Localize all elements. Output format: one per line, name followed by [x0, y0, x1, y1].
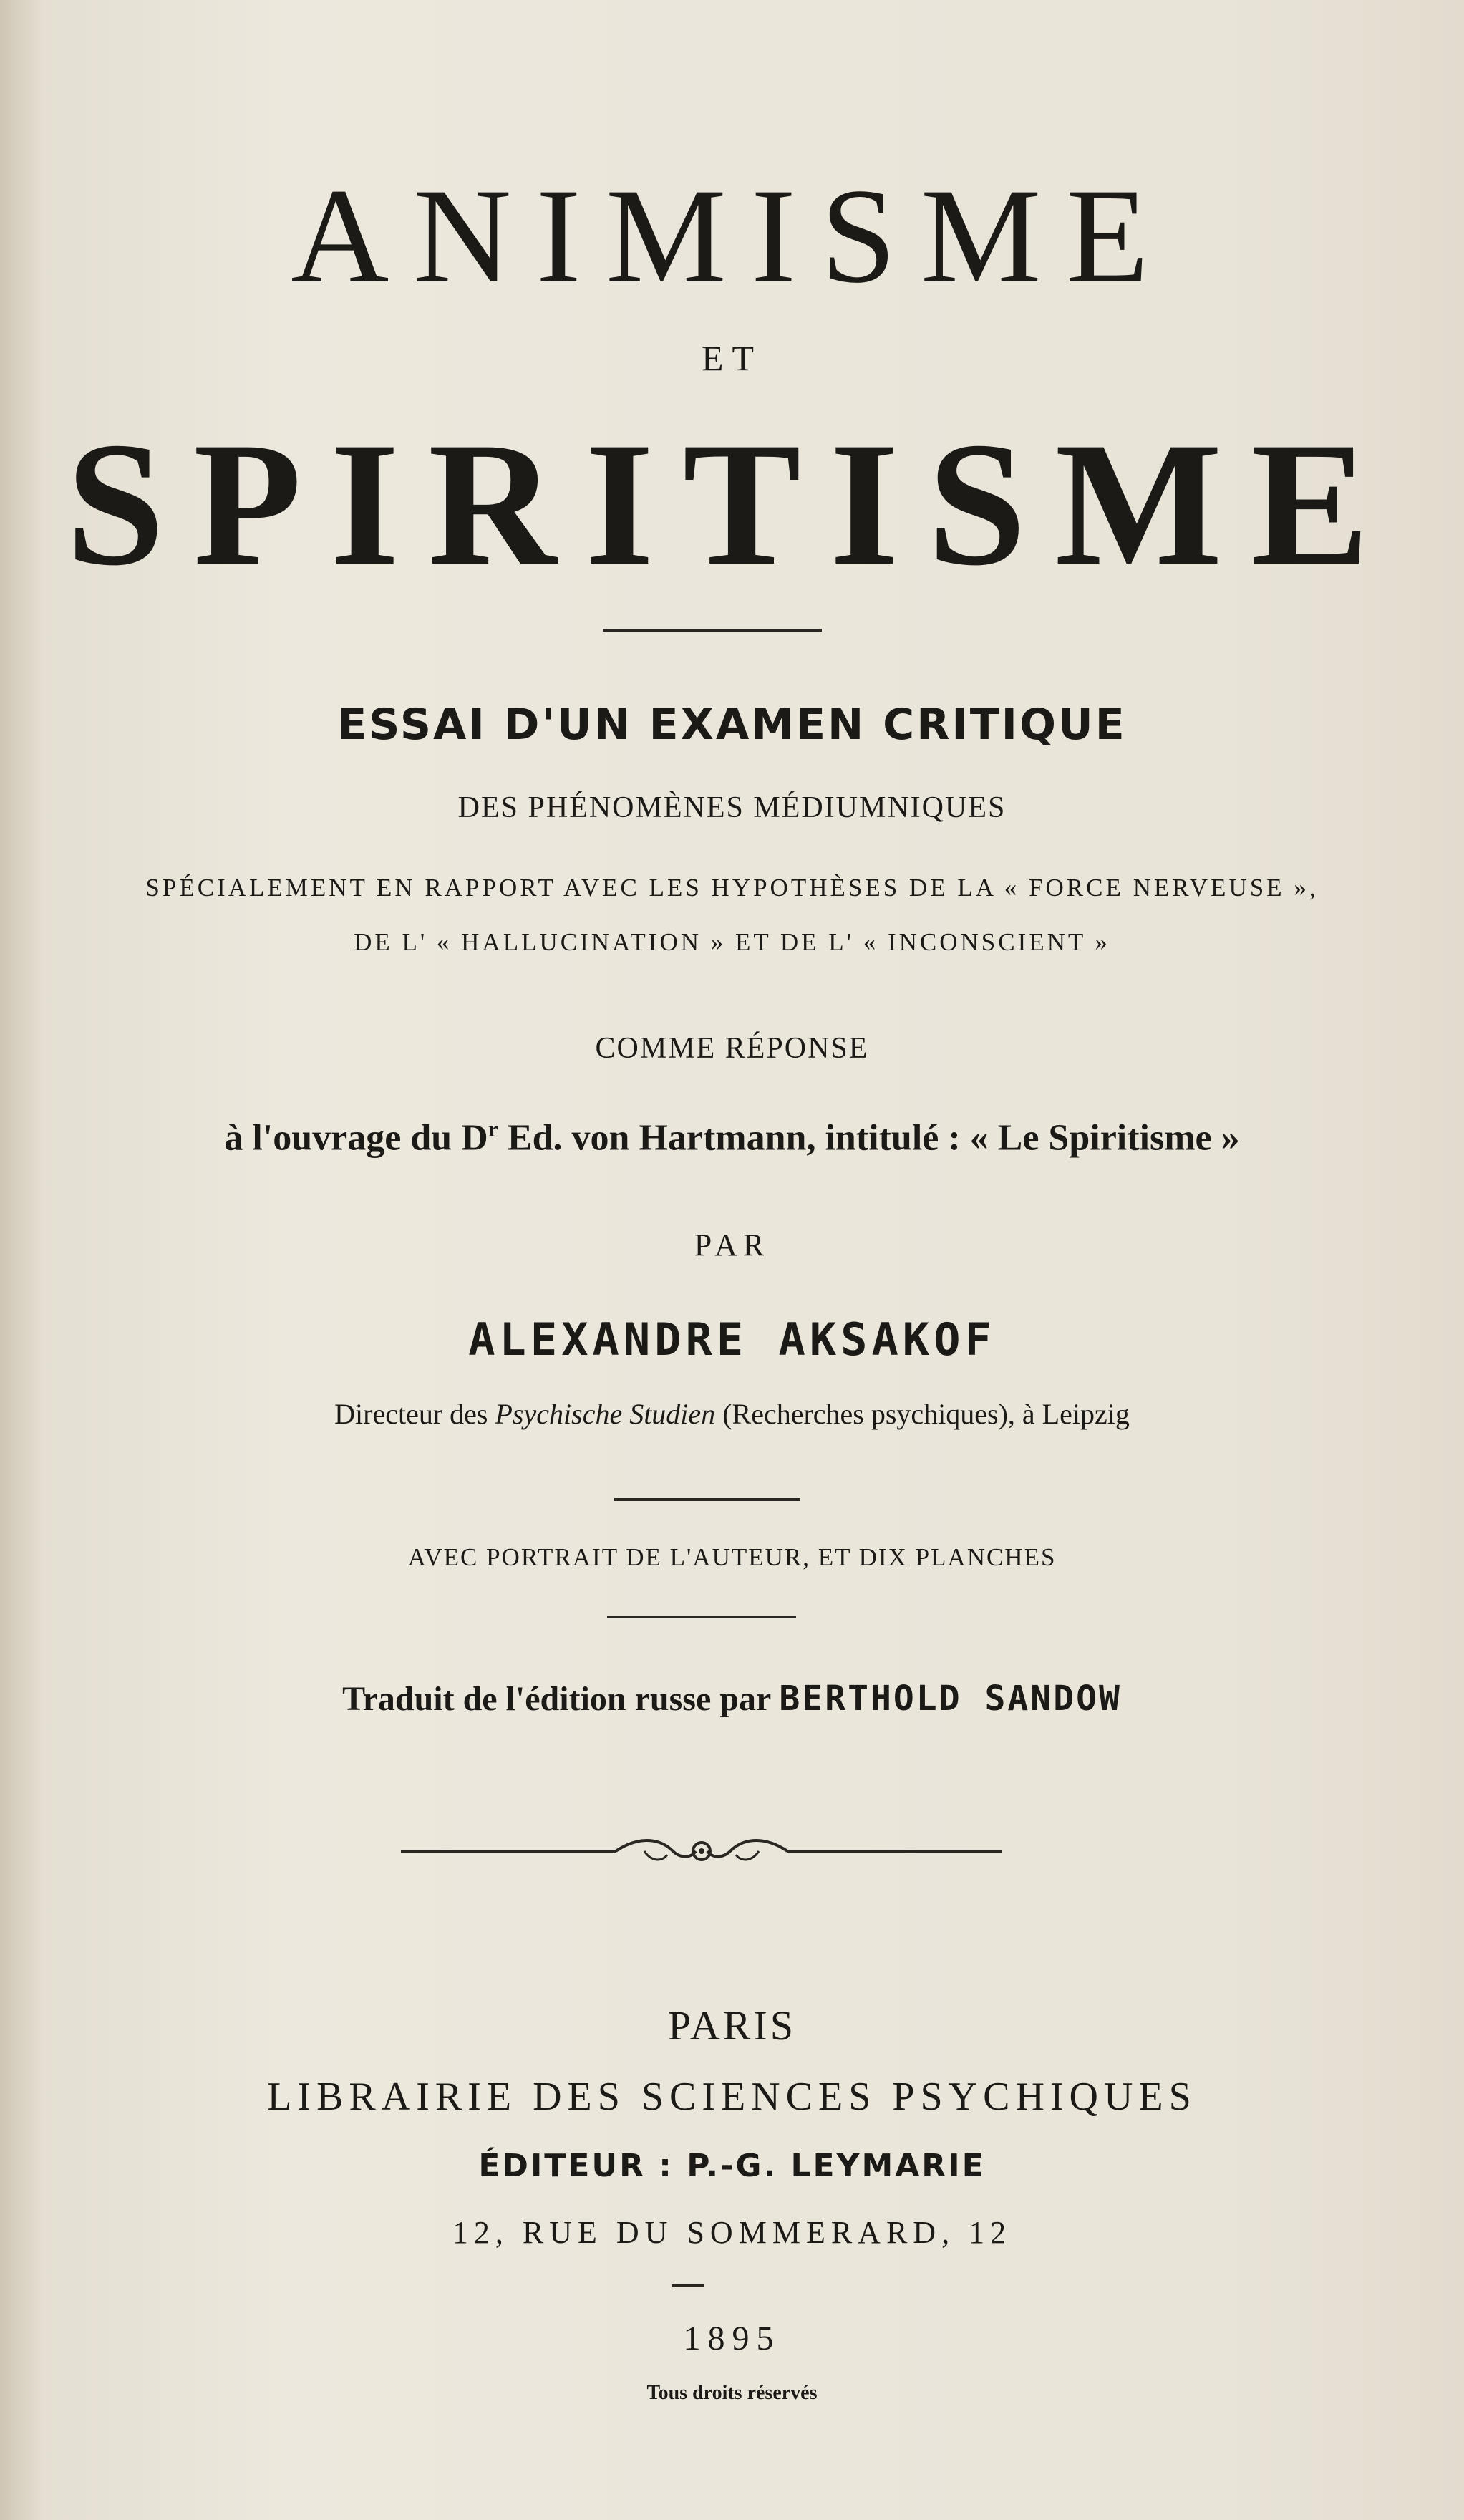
year-rule [672, 2284, 704, 2287]
scroll-ornament-icon [401, 1833, 1002, 1869]
author-role-italic: Psychische Studien [495, 1398, 716, 1430]
avec-line: AVEC PORTRAIT DE L'AUTEUR, ET DIX PLANCHES [407, 1543, 1057, 1571]
imprint-city: PARIS [667, 2002, 797, 2049]
par-label: PAR [694, 1227, 770, 1263]
reponse-pre: à l'ouvrage du D [224, 1117, 488, 1159]
subtitle: ESSAI D'UN EXAMEN CRITIQUE [337, 700, 1127, 750]
author-name: ALEXANDRE AKSAKOF [468, 1313, 996, 1366]
title-second: SPIRITISME [66, 405, 1398, 602]
subtitle-line-2: DES PHÉNOMÈNES MÉDIUMNIQUES [457, 791, 1007, 824]
imprint-editor: ÉDITEUR : P.-G. LEYMARIE [478, 2148, 986, 2184]
author-role-pre: Directeur des [334, 1398, 495, 1430]
reponse-post: Ed. von Hartmann, intitulé : « Le Spiritisme » [498, 1117, 1240, 1159]
reponse-line [0, 1117, 1464, 1157]
author-role [0, 1400, 1464, 1429]
imprint-address: 12, RUE DU SOMMERARD, 12 [452, 2215, 1012, 2250]
reponse-sup: r [488, 1116, 498, 1141]
translation-line [0, 1681, 1464, 1717]
imprint-year: 1895 [683, 2319, 781, 2357]
translator-name: BERTHOLD SANDOW [779, 1679, 1122, 1719]
title-rule [603, 629, 822, 632]
avec-rule [607, 1616, 796, 1618]
imprint-rights: Tous droits réservés [646, 2382, 818, 2404]
title-main: ANIMISME [291, 161, 1173, 312]
author-role-post: (Recherches psychiques), à Leipzig [715, 1398, 1130, 1430]
author-rule [614, 1498, 800, 1501]
subtitle-line-4: DE L' « HALLUCINATION » ET DE L' « INCONSCIENT » [354, 928, 1110, 956]
title-conjunction: ET [701, 338, 763, 378]
reponse-label: COMME RÉPONSE [595, 1032, 869, 1065]
translation-pre: Traduit de l'édition russe par [342, 1680, 780, 1718]
subtitle-line-3: SPÉCIALEMENT EN RAPPORT AVEC LES HYPOTHÈSES DE LA « FORCE NERVEUSE », [145, 874, 1319, 902]
imprint-publisher: LIBRAIRIE DES SCIENCES PSYCHIQUES [267, 2075, 1197, 2119]
